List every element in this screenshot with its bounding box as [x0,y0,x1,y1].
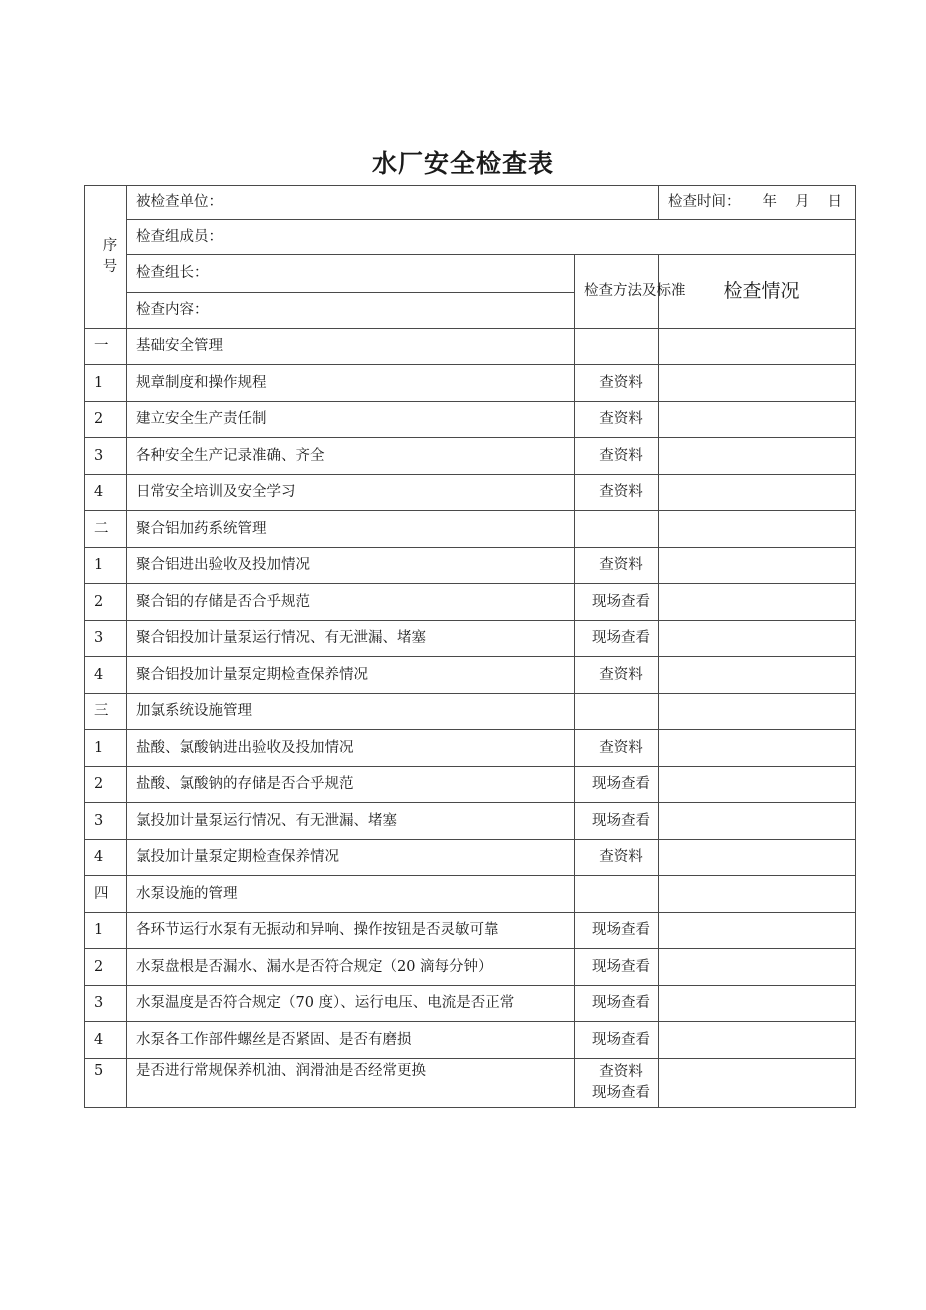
item-method: 查资料 [575,730,659,767]
item-method [575,694,659,730]
item-number: 二 [85,511,127,548]
item-method-line: 现场查看 [592,1085,650,1101]
table-row [85,402,856,438]
item-method: 查资料 [575,365,659,402]
item-content: 各种安全生产记录准确、齐全 [127,438,575,475]
item-number: 5 [85,1059,127,1108]
item-content: 加氯系统设施管理 [127,694,575,730]
table-row [85,1022,856,1059]
inspected-unit-field: 被检查单位： [127,186,659,220]
table-row [85,803,856,840]
method-header: 检查方法及标准 [575,255,659,329]
item-result [659,913,856,949]
item-number: 4 [85,657,127,694]
item-result [659,949,856,986]
header-row-leader [85,255,856,293]
item-result [659,876,856,913]
item-number: 三 [85,694,127,730]
group-members-field: 检查组成员： [127,220,856,255]
item-result [659,402,856,438]
item-result [659,329,856,365]
item-method: 现场查看 [575,913,659,949]
item-method: 现场查看 [575,1022,659,1059]
item-method [575,511,659,548]
item-content: 基础安全管理 [127,329,575,365]
item-method: 查资料 [575,548,659,584]
item-number: 1 [85,913,127,949]
item-number: 2 [85,584,127,621]
table-row [85,694,856,730]
item-result [659,767,856,803]
item-result [659,730,856,767]
table-row [85,657,856,694]
item-number: 2 [85,767,127,803]
item-content: 聚合铝投加计量泵定期检查保养情况 [127,657,575,694]
table-row [85,475,856,511]
group-leader-field: 检查组长： [127,255,575,293]
item-result [659,621,856,657]
item-number: 4 [85,1022,127,1059]
item-result [659,475,856,511]
table-row [85,949,856,986]
item-content: 聚合铝的存储是否合乎规范 [127,584,575,621]
item-content: 水泵各工作部件螺丝是否紧固、是否有磨损 [127,1022,575,1059]
item-result [659,511,856,548]
seq-header: 序 号 [85,186,127,329]
table-row [85,1059,856,1108]
item-content: 水泵盘根是否漏水、漏水是否符合规定（20 滴每分钟） [127,949,575,986]
table-row [85,329,856,365]
item-number: 1 [85,548,127,584]
item-method: 现场查看 [575,767,659,803]
item-method: 现场查看 [575,949,659,986]
item-number: 3 [85,621,127,657]
table-row [85,584,856,621]
item-result [659,840,856,876]
table-row [85,913,856,949]
item-content: 聚合铝加药系统管理 [127,511,575,548]
item-content: 聚合铝进出验收及投加情况 [127,548,575,584]
item-number: 3 [85,986,127,1022]
item-method: 现场查看 [575,584,659,621]
item-result [659,1022,856,1059]
item-method: 现场查看 [575,803,659,840]
item-content: 规章制度和操作规程 [127,365,575,402]
item-result [659,657,856,694]
header-row-unit [85,186,856,220]
table-row [85,548,856,584]
item-content: 水泵温度是否符合规定（70 度）、运行电压、电流是否正常 [127,986,575,1022]
table-row [85,621,856,657]
item-result [659,694,856,730]
inspection-table [84,185,856,1108]
item-method: 现场查看 [575,986,659,1022]
item-content: 盐酸、氯酸钠的存储是否合乎规范 [127,767,575,803]
item-content: 聚合铝投加计量泵运行情况、有无泄漏、堵塞 [127,621,575,657]
item-method: 查资料 [575,438,659,475]
item-result [659,438,856,475]
item-number: 1 [85,730,127,767]
header-row-members [85,220,856,255]
item-number: 一 [85,329,127,365]
item-number: 1 [85,365,127,402]
table-row [85,365,856,402]
item-number: 3 [85,803,127,840]
item-content: 氯投加计量泵定期检查保养情况 [127,840,575,876]
page-title: 水厂安全检查表 [371,149,554,178]
item-method: 查资料 [575,657,659,694]
item-content: 水泵设施的管理 [127,876,575,913]
item-number: 4 [85,475,127,511]
content-header: 检查内容： [127,293,575,329]
item-method: 查资料 [575,840,659,876]
inspection-time-field: 检查时间： 年 月 日 [659,186,856,220]
item-number: 3 [85,438,127,475]
item-result [659,986,856,1022]
item-content: 是否进行常规保养机油、润滑油是否经常更换 [127,1059,575,1108]
table-row [85,730,856,767]
item-number: 2 [85,949,127,986]
item-result [659,803,856,840]
result-header: 检查情况 [659,255,856,329]
table-row [85,511,856,548]
item-content: 建立安全生产责任制 [127,402,575,438]
item-number: 4 [85,840,127,876]
item-content: 盐酸、氯酸钠进出验收及投加情况 [127,730,575,767]
item-method: 查资料 [575,402,659,438]
item-method [575,329,659,365]
item-result [659,548,856,584]
item-number: 四 [85,876,127,913]
item-method [575,876,659,913]
item-content: 日常安全培训及安全学习 [127,475,575,511]
table-row [85,876,856,913]
item-result [659,1059,856,1108]
item-method [575,1059,659,1108]
item-result [659,365,856,402]
item-method-line: 查资料 [599,1064,643,1080]
item-number: 2 [85,402,127,438]
item-content: 各环节运行水泵有无振动和异响、操作按钮是否灵敏可靠 [127,913,575,949]
table-row [85,438,856,475]
item-method: 现场查看 [575,621,659,657]
table-row [85,840,856,876]
item-content: 氯投加计量泵运行情况、有无泄漏、堵塞 [127,803,575,840]
item-method: 查资料 [575,475,659,511]
table-row [85,767,856,803]
table-row [85,986,856,1022]
item-result [659,584,856,621]
